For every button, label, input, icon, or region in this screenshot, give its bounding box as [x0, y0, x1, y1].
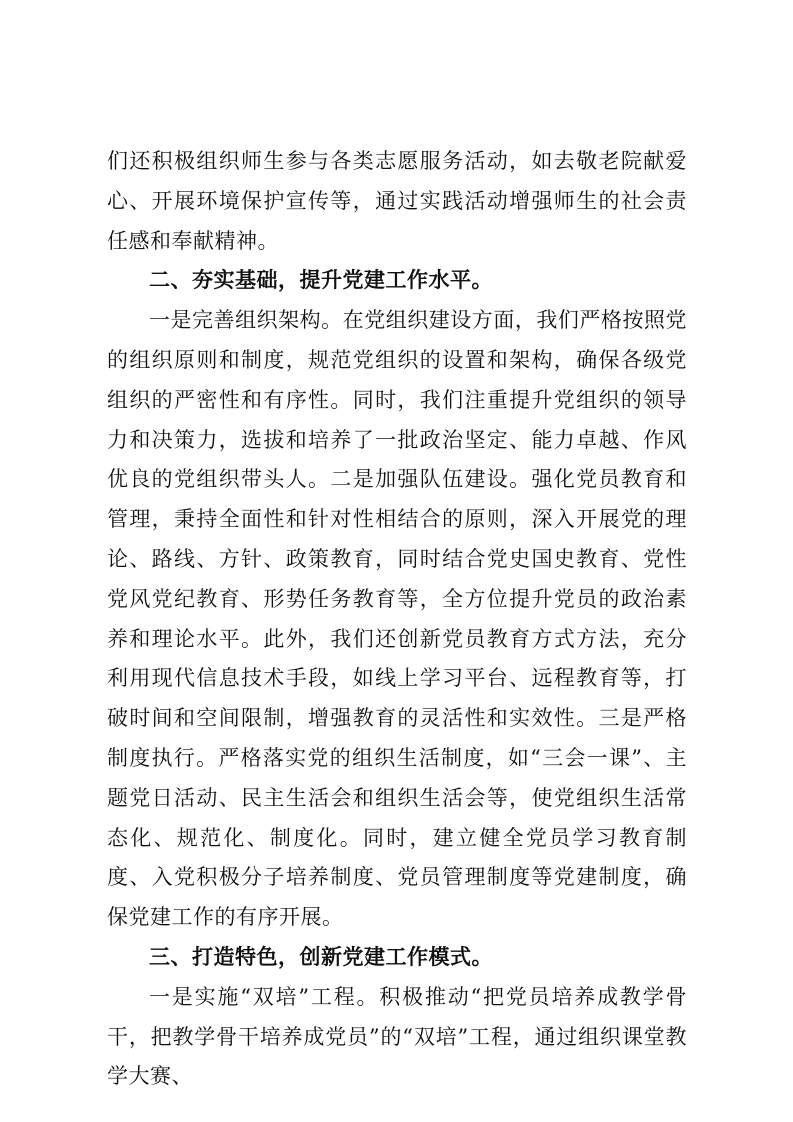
paragraph-volunteer-activities: 们还积极组织师生参与各类志愿服务活动，如去敬老院献爱心、开展环境保护宣传等，通过实践活动增强师生的社会责任感和奉献精神。 — [107, 149, 687, 253]
paragraph-organization-building: 一是完善组织架构。在党组织建设方面，我们严格按照党的组织原则和制度，规范党组织的设置和架构，确保各级党组织的严密性和有序性。同时，我们注重提升党组织的领导力和决策力，选拔和培养了一批政治坚定、能力卓越、作风优良的党组织带头人。二是加强队伍建设。强化党员教育和管理，秉持全面性和针对性相结合的原则，深入开展党的理论、路线、方针、政策教育，同时结合党史国史教育、党性党风党纪教育、形势任务教育等，全方位提升党员的政治素养和理论水平。此外，我们还创新党员教育方式方法，充分利用现代信息技术手段，如线上学习平台、远程教育等，打破时间和空间限制，增强教育的灵活性和实效性。三是严格制度执行。严格落实党的组织生活制度，如“三会一课”、主题党日活动、民主生活会和组织生活会等，使党组织生活常态化、规范化、制度化。同时，建立健全党员学习教育制度、入党积极分子培养制度、党员管理制度等党建制度，确保党建工作的有序开展。 — [107, 308, 687, 930]
section-heading-2: 二、夯实基础，提升党建工作水平。 — [149, 268, 493, 293]
document-body — [107, 142, 687, 1097]
paragraph-double-training: 一是实施“双培”工程。积极推动“把党员培养成教学骨干，把教学骨干培养成党员”的“双培”工程，通过组织课堂教学大赛、 — [107, 984, 687, 1089]
section-heading-3: 三、打造特色，创新党建工作模式。 — [149, 944, 493, 969]
